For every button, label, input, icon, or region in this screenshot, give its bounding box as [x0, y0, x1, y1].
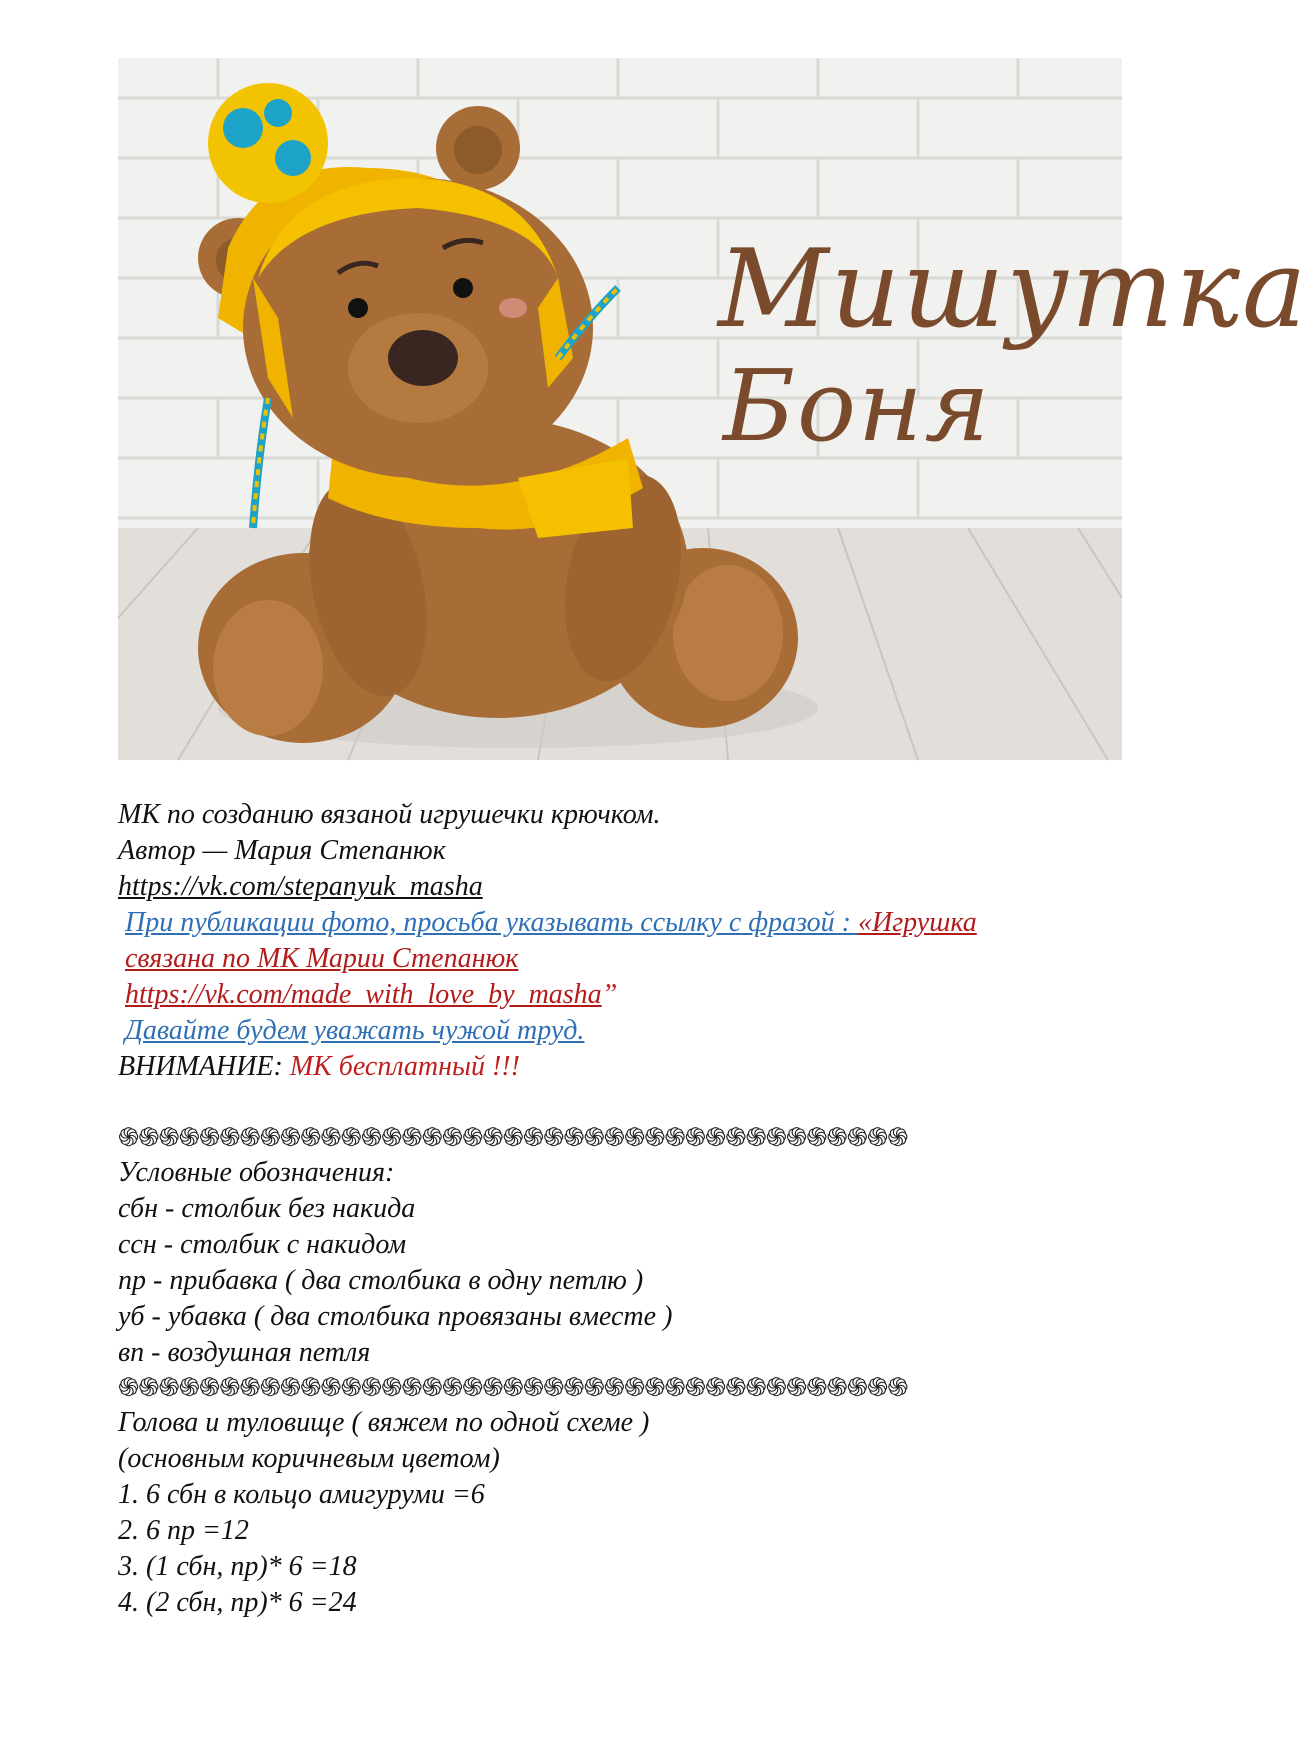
legend-item: пр - прибавка ( два столбика в одну петлю ) — [118, 1265, 644, 1296]
hero-title: Мишутка — [718, 227, 1308, 352]
author-line: Автор — Мария Степанюк — [118, 835, 446, 866]
pattern-row: 3. (1 сбн, пр)* 6 =18 — [118, 1551, 357, 1582]
intro-line: МК по созданию вязаной игрушечки крючком. — [118, 799, 661, 830]
notice-link-red-url[interactable]: https://vk.com/made_with_love_by_masha — [125, 979, 602, 1010]
pattern-row: 4. (2 сбн, пр)* 6 =24 — [118, 1587, 357, 1618]
document-body — [118, 797, 1128, 1621]
legend-item: ссн - столбик с накидом — [118, 1229, 407, 1260]
pattern-row: 1. 6 сбн в кольцо амигуруми =6 — [118, 1479, 485, 1510]
legend-item: вп - воздушная петля — [118, 1337, 371, 1368]
notice-link-blue[interactable]: При публикации фото, просьба указывать ссылку с фразой : — [125, 907, 859, 938]
attention-label: ВНИМАНИЕ: — [118, 1051, 290, 1082]
legend-item: уб - убавка ( два столбика провязаны вместе ) — [118, 1301, 673, 1332]
legend-item: сбн - столбик без накида — [118, 1193, 416, 1224]
ornament-divider: ֍֍֍֍֍֍֍֍֍֍֍֍֍֍֍֍֍֍֍֍֍֍֍֍֍֍֍֍֍֍֍֍֍֍֍֍֍֍֍ — [118, 1373, 908, 1402]
section-heading: Голова и туловище ( вяжем по одной схеме ) — [118, 1407, 650, 1438]
notice-link-red-quote[interactable]: «Игрушка — [858, 907, 977, 938]
attention-line — [118, 1049, 1128, 1085]
respect-link[interactable]: Давайте будем уважать чужой труд. — [125, 1015, 585, 1046]
author-link[interactable]: https://vk.com/stepanyuk_masha — [118, 871, 483, 902]
pattern-row: 2. 6 пр =12 — [118, 1515, 249, 1546]
hero-subtitle: Боня — [723, 350, 992, 464]
section-note: (основным коричневым цветом) — [118, 1443, 500, 1474]
notice-quote-close: ” — [601, 979, 618, 1010]
legend-heading: Условные обозначения: — [118, 1157, 395, 1188]
publication-notice — [118, 905, 1128, 941]
hero-photo — [118, 58, 1308, 760]
notice-link-red-text[interactable]: связана по МК Марии Степанюк — [125, 943, 519, 974]
ornament-divider: ֍֍֍֍֍֍֍֍֍֍֍֍֍֍֍֍֍֍֍֍֍֍֍֍֍֍֍֍֍֍֍֍֍֍֍֍֍֍֍ — [118, 1123, 908, 1152]
attention-value: МК бесплатный !!! — [289, 1051, 520, 1082]
